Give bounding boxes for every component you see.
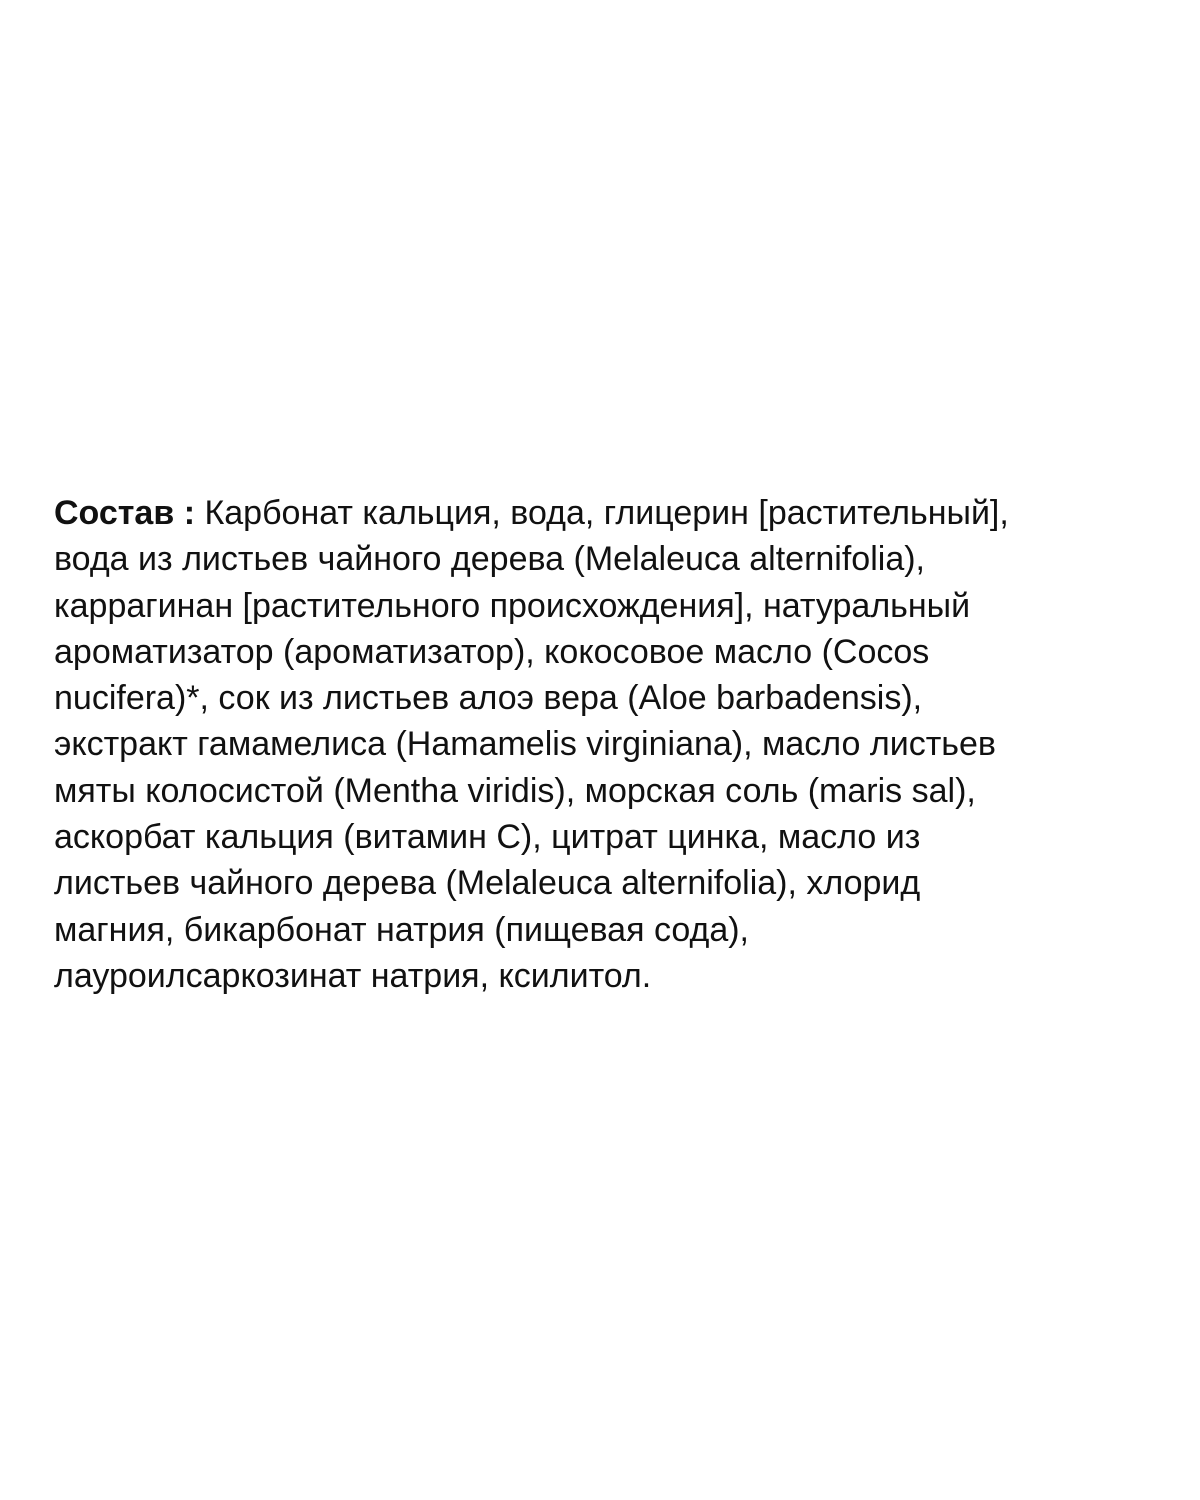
composition-line-10: магния, бикарбонат натрия (пищевая сода), [54, 910, 750, 949]
composition-line-9: листьев чайного дерева (Melaleuca alternifolia), хлорид [54, 864, 921, 903]
composition-label: Состав : [54, 494, 196, 532]
composition-line-3: каррагинан [растительного происхождения], натуральный [54, 586, 971, 625]
composition-line-1-text: Карбонат кальция, вода, глицерин [растительный], [195, 494, 1009, 532]
composition-line-4: ароматизатор (ароматизатор), кокосовое масло (Cocos [54, 632, 930, 671]
composition-line-1 [54, 490, 1164, 536]
composition-text [54, 490, 1164, 999]
composition-line-6: экстракт гамамелиса (Hamamelis virginiana), масло листьев [54, 725, 996, 764]
composition-line-7: мяты колосистой (Mentha viridis), морская соль (maris sal), [54, 771, 976, 810]
composition-line-11: лауроилсаркозинат натрия, ксилитол. [54, 956, 652, 995]
composition-line-2: вода из листьев чайного дерева (Melaleuca alternifolia), [54, 540, 926, 579]
composition-line-5: nucifera)*, сок из листьев алоэ вера (Aloe barbadensis), [54, 679, 923, 718]
composition-line-8: аскорбат кальция (витамин С), цитрат цинка, масло из [54, 818, 921, 857]
